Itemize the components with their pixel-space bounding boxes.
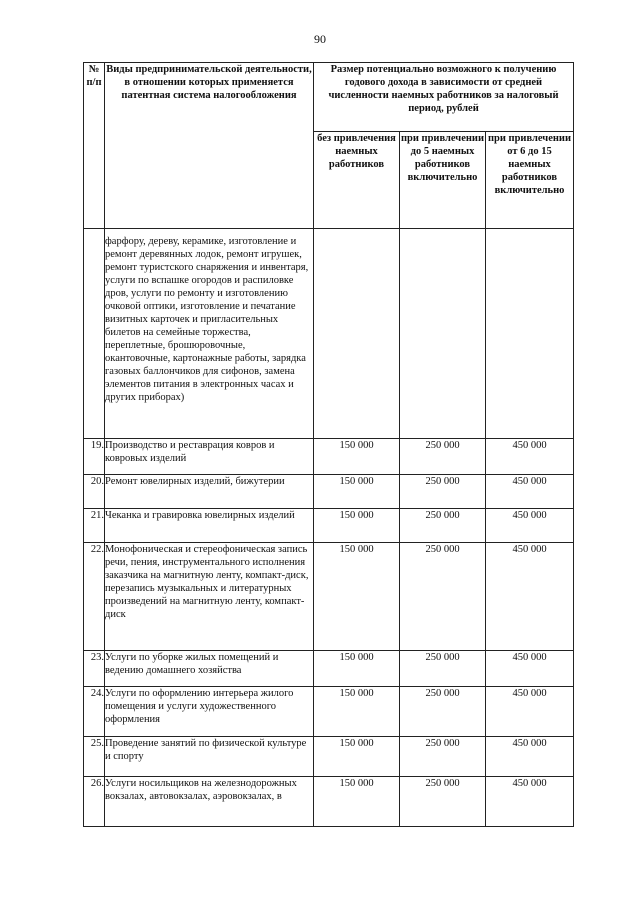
- row-value-6-to-15: 450 000: [486, 651, 574, 687]
- row-activity: Производство и реставрация ковров и ковровых изделий: [105, 439, 314, 475]
- row-value-up-to-5: 250 000: [400, 543, 486, 651]
- row-value-6-to-15: 450 000: [486, 475, 574, 509]
- patent-income-table: [83, 62, 574, 827]
- row-activity: Ремонт ювелирных изделий, бижутерии: [105, 475, 314, 509]
- page-number: 90: [314, 32, 326, 46]
- table-row: [84, 509, 574, 543]
- row-num: 21.: [84, 509, 105, 543]
- row-num: 25.: [84, 737, 105, 777]
- table-row: [84, 475, 574, 509]
- row-value-up-to-5: 250 000: [400, 509, 486, 543]
- row-value-no-workers: 150 000: [314, 777, 400, 827]
- row-value-up-to-5: 250 000: [400, 777, 486, 827]
- continuation-num: [84, 229, 105, 439]
- row-value-6-to-15: 450 000: [486, 543, 574, 651]
- row-value-up-to-5: 250 000: [400, 475, 486, 509]
- table-row: [84, 687, 574, 737]
- continuation-v3: [486, 229, 574, 439]
- row-value-up-to-5: 250 000: [400, 651, 486, 687]
- row-activity: Услуги по уборке жилых помещений и ведению домашнего хозяйства: [105, 651, 314, 687]
- row-num: 24.: [84, 687, 105, 737]
- row-num: 23.: [84, 651, 105, 687]
- row-num: 20.: [84, 475, 105, 509]
- continuation-v2: [400, 229, 486, 439]
- row-activity: Чеканка и гравировка ювелирных изделий: [105, 509, 314, 543]
- row-value-up-to-5: 250 000: [400, 737, 486, 777]
- row-value-no-workers: 150 000: [314, 737, 400, 777]
- row-value-6-to-15: 450 000: [486, 687, 574, 737]
- row-value-no-workers: 150 000: [314, 439, 400, 475]
- row-value-6-to-15: 450 000: [486, 439, 574, 475]
- row-value-no-workers: 150 000: [314, 543, 400, 651]
- continuation-activity: фарфору, дереву, керамике, изготовление и ремонт деревянных лодок, ремонт игрушек, ремонт туристского снаряжения и инвентаря, услуги по вспашке огородов и распиловке дров, услуги по ремонту и изготовлению очковой оптики, изготовление и печатание визитных карточек и пригласительных билетов на семейные торжества, переплетные, брошюровочные, окантовочные, картонажные работы, зарядка газовых баллончиков для сифонов, замена элементов питания в электронных часах и других приборах): [105, 229, 314, 439]
- header-row-top: [84, 63, 574, 132]
- row-value-no-workers: 150 000: [314, 651, 400, 687]
- row-num: 19.: [84, 439, 105, 475]
- table-row: [84, 439, 574, 475]
- row-value-6-to-15: 450 000: [486, 737, 574, 777]
- row-value-6-to-15: 450 000: [486, 509, 574, 543]
- header-num: № п/п: [84, 63, 105, 229]
- row-value-up-to-5: 250 000: [400, 439, 486, 475]
- table-row: [84, 737, 574, 777]
- row-value-up-to-5: 250 000: [400, 687, 486, 737]
- row-value-6-to-15: 450 000: [486, 777, 574, 827]
- row-activity: Услуги по оформлению интерьера жилого помещения и услуги художественного оформления: [105, 687, 314, 737]
- header-income: Размер потенциально возможного к получению годового дохода в зависимости от средней численности наемных работников за налоговый период, рублей: [314, 63, 574, 132]
- row-num: 22.: [84, 543, 105, 651]
- header-activity: Виды предпринимательской деятельности, в отношении которых применяется патентная система налогообложения: [105, 63, 314, 229]
- continuation-v1: [314, 229, 400, 439]
- row-activity: Услуги носильщиков на железнодорожных вокзалах, автовокзалах, аэровокзалах, в: [105, 777, 314, 827]
- table-row: [84, 651, 574, 687]
- table-row-continuation: [84, 229, 574, 439]
- row-activity: Проведение занятий по физической культуре и спорту: [105, 737, 314, 777]
- table-row: [84, 777, 574, 827]
- row-activity: Монофоническая и стереофоническая запись речи, пения, инструментального исполнения заказчика на магнитную ленту, компакт-диск, перезапись музыкальных и литературных произведений на магнитную ленту, компакт-диск: [105, 543, 314, 651]
- header-6-to-15: при привлечении от 6 до 15 наемных работников включительно: [486, 132, 574, 229]
- row-value-no-workers: 150 000: [314, 475, 400, 509]
- row-num: 26.: [84, 777, 105, 827]
- header-no-workers: без привлечения наемных работников: [314, 132, 400, 229]
- row-value-no-workers: 150 000: [314, 687, 400, 737]
- row-value-no-workers: 150 000: [314, 509, 400, 543]
- header-up-to-5: при привлечении до 5 наемных работников включительно: [400, 132, 486, 229]
- table-row: [84, 543, 574, 651]
